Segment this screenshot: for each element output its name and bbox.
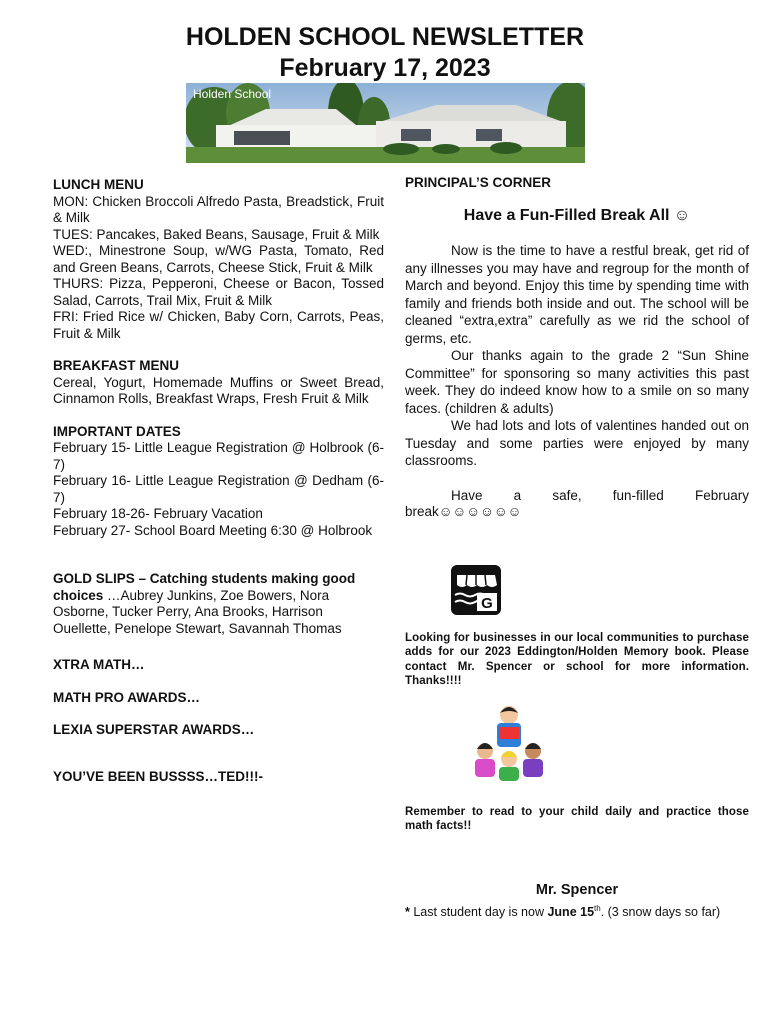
last-day-sup: th — [594, 904, 601, 913]
important-date-item: February 15- Little League Registration @ Holbrook (6-7) — [53, 440, 384, 472]
storefront-g-icon — [405, 561, 749, 619]
lunch-menu-item: WED:, Minestrone Soup, w/WG Pasta, Tomato, Red and Green Beans, Carrots, Cheese Stick, Fruit & Milk — [53, 243, 384, 275]
math-pro-heading: MATH PRO AWARDS… — [53, 689, 200, 705]
lunch-menu-item: TUES: Pancakes, Baked Beans, Sausage, Fruit & Milk — [53, 226, 380, 242]
principal-paragraph: Now is the time to have a restful break, get rid of any illnesses you may have and regroup for the month of March and beyond. Enjoy this time by spending time with family and friends both inside and out. The school will be cleaned “extra,extra” carefully as we rid the school of germs, etc. — [405, 243, 749, 346]
important-date-item: February 16- Little League Registration @ Dedham (6-7) — [53, 473, 384, 505]
note-star: * — [405, 905, 410, 920]
gold-slips-section — [53, 571, 384, 637]
last-day-note — [405, 901, 749, 921]
last-day-suffix: . (3 snow days so far) — [600, 905, 721, 920]
photo-caption: Holden School — [193, 87, 272, 101]
reading-note: Remember to read to your child daily and practice those math facts!! — [405, 805, 749, 832]
lunch-menu-heading: LUNCH MENU — [53, 177, 144, 192]
left-column — [53, 177, 384, 785]
principal-paragraph: Our thanks again to the grade 2 “Sun Shine Committee” for sponsoring so many activities this past week. They do indeed know how to a smile on so many faces. (children & adults) — [405, 348, 749, 416]
last-day-date: June 15 — [547, 905, 595, 920]
newsletter-date: February 17, 2023 — [279, 54, 491, 82]
children-reading-icon — [405, 701, 749, 785]
gold-slips-names: …Aubrey Junkins, Zoe Bowers, Nora Osborne, Tucker Perry, Ana Brooks, Harrison Ouellette, Penelope Stewart, Savannah Thomas — [53, 587, 342, 636]
important-date-item: February 18-26- February Vacation — [53, 506, 263, 521]
newsletter-title: HOLDEN SCHOOL NEWSLETTER — [185, 23, 585, 51]
svg-text:G: G — [481, 594, 493, 612]
breakfast-menu-heading: BREAKFAST MENU — [53, 358, 180, 373]
closing-word: Have — [451, 487, 483, 503]
closing-word: February — [694, 487, 749, 503]
closing-line — [405, 488, 749, 505]
closing-word: fun-filled — [612, 487, 664, 503]
closing-word: a — [513, 487, 522, 503]
bussed-heading: YOU’VE BEEN BUSSSS…TED!!!- — [53, 768, 264, 784]
closing-word: safe, — [552, 487, 582, 503]
break-title: Have a Fun-Filled Break All ☺ — [463, 206, 691, 224]
business-note: Looking for businesses in our local communities to purchase adds for our 2023 Eddington/Holden Memory book. Please contact Mr. Spencer or school for more information. Thanks!!!! — [405, 631, 749, 687]
breakfast-menu-text: Cereal, Yogurt, Homemade Muffins or Sweet Bread, Cinnamon Rolls, Breakfast Wraps, Fresh Fruit & Milk — [53, 374, 384, 406]
gold-slips-heading: GOLD SLIPS – Catching students making good choices — [53, 571, 356, 603]
important-dates-heading: IMPORTANT DATES — [53, 423, 181, 439]
principals-corner-heading: PRINCIPAL’S CORNER — [405, 175, 552, 190]
lexia-heading: LEXIA SUPERSTAR AWARDS… — [53, 722, 255, 737]
right-column — [405, 175, 749, 921]
last-day-prefix: Last student day is now — [409, 905, 548, 920]
principal-paragraph: We had lots and lots of valentines handed out on Tuesday and some parties were enjoyed by many classrooms. — [405, 418, 749, 468]
closing-end: break☺☺☺☺☺☺ — [405, 504, 522, 519]
xtra-math-heading: XTRA MATH… — [53, 657, 145, 672]
important-date-item: February 27- School Board Meeting 6:30 @ Holbrook — [53, 522, 373, 538]
lunch-menu-item: FRI: Fried Rice w/ Chicken, Baby Corn, Carrots, Peas, Fruit & Milk — [53, 309, 384, 341]
lunch-menu-item: MON: Chicken Broccoli Alfredo Pasta, Breadstick, Fruit & Milk — [53, 193, 384, 225]
lunch-menu-item: THURS: Pizza, Pepperoni, Cheese or Bacon, Tossed Salad, Carrots, Trail Mix, Fruit & Milk — [53, 276, 384, 308]
signature: Mr. Spencer — [535, 881, 619, 898]
school-photo — [186, 83, 585, 163]
